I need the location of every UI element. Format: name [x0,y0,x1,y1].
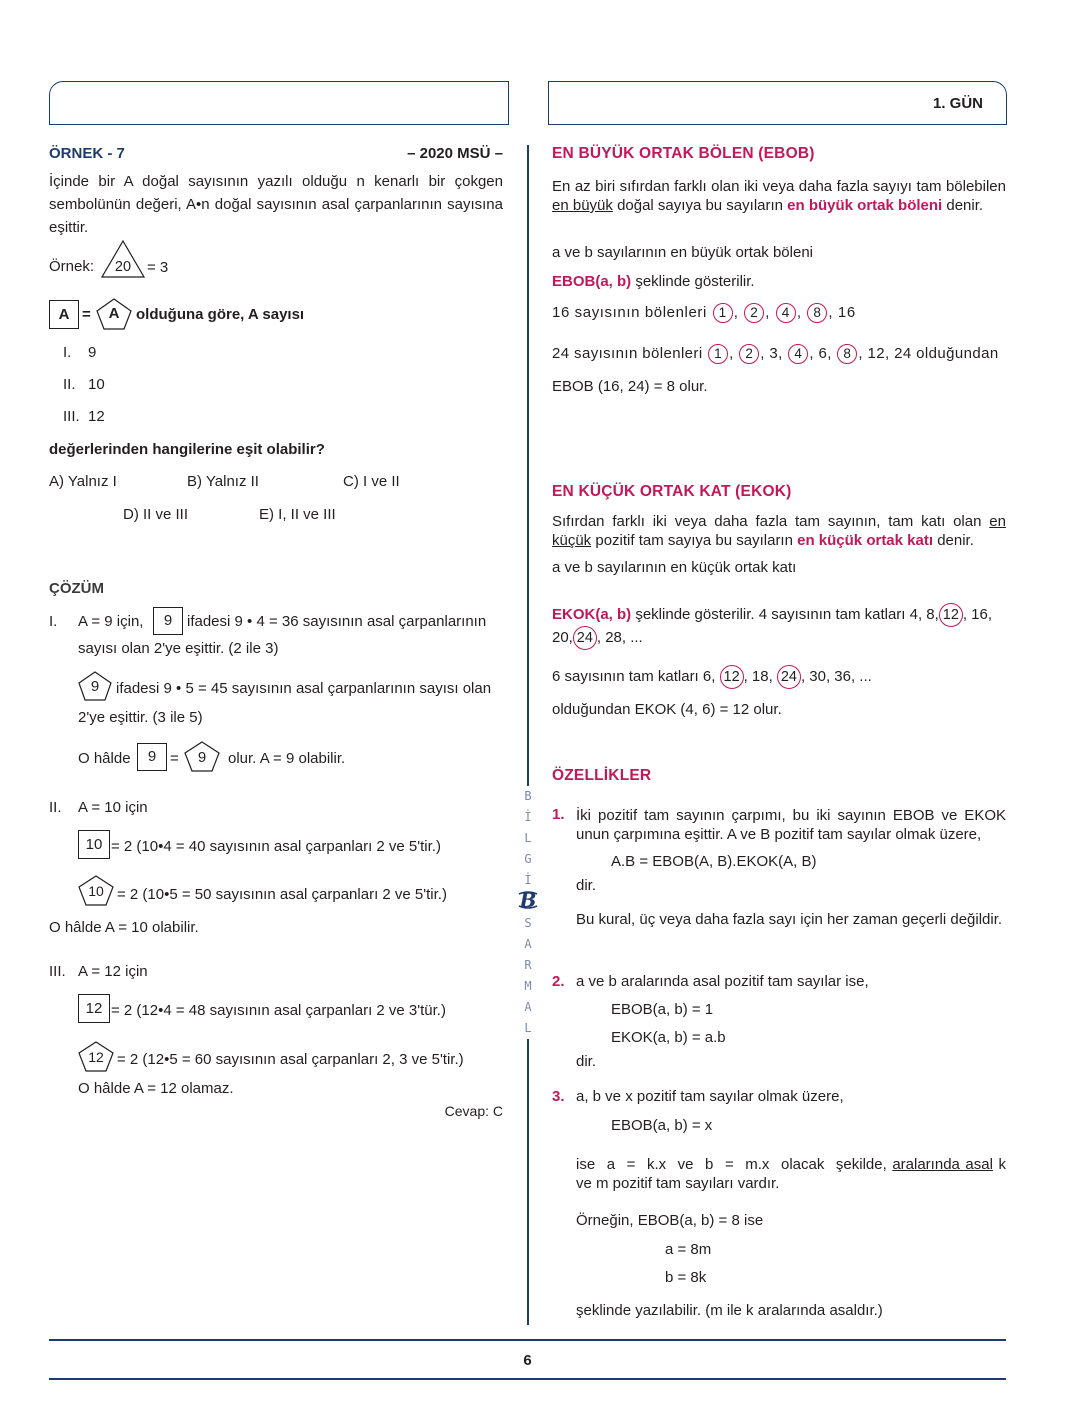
square-symbol: 10 [78,830,110,859]
circled-number: 4 [776,303,796,323]
header-box-left [49,81,509,125]
pentagon-value: 9 [197,749,207,766]
ebob-def-underline: en büyük [552,197,613,214]
column-divider [527,145,529,1325]
item-value: 12 [88,408,105,425]
sol-i-pre: A = 9 için, [78,613,144,630]
example-title: ÖRNEK - 7 [49,145,125,162]
spine-letter: L [524,831,532,845]
ekok-line4 [552,626,643,650]
sol-i-concl-eq: = [170,750,179,767]
spine-letter: A [524,937,532,951]
page-number: 6 [523,1352,532,1369]
ekok-line2: a ve b sayılarının en küçük ortak katı [552,559,797,576]
prop-2-formula: EBOB(a, b) = 1 [611,1001,714,1018]
choice-b: B) Yalnız II [187,473,259,490]
divisor-plain: 6, [818,344,832,362]
ekok-definition [552,512,1006,550]
divisors-16: 16 sayısının bölenleri 1 , 2 , 4 , 8 , 16 [552,303,856,323]
spine-letter: İ [524,873,532,887]
circled-number: 8 [807,303,827,323]
pentagon-value: 9 [90,678,100,695]
sol-iii-pre: A = 12 için [78,963,148,980]
ekok-notation: EKOK(a, b) [552,606,632,623]
svg-text:B: B [519,888,537,912]
spine-letters-bottom [515,913,541,1039]
footer-line-top [49,1339,1006,1341]
question-end: değerlerinden hangilerine eşit olabilir? [49,441,325,458]
sol-iii-concl: O hâlde A = 12 olamaz. [78,1080,234,1097]
ekok-line4-text: 20, [552,629,573,646]
ekok-def-highlight: en küçük ortak katı [797,532,934,549]
spine-letter: L [524,1021,532,1035]
ebob-notation: EBOB(a, b) [552,273,632,290]
circled-number: 8 [837,344,857,364]
sol-i-text: ifadesi 9 • 5 = 45 sayısının asal çarpanlarının sayısı olan [116,680,492,697]
circled-number: 1 [708,344,728,364]
pentagon-value: 12 [88,1049,104,1065]
prop-3-formula: EBOB(a, b) = x [611,1117,713,1134]
sol-ii-text: = 2 (10•4 = 40 sayısının asal çarpanları 2 ve 5'tir.) [111,838,441,855]
prop-3-example: Örneğin, EBOB(a, b) = 8 ise [576,1212,764,1229]
multiples-6 [552,665,872,689]
circled-number: 4 [788,344,808,364]
item-num: III. [63,408,80,425]
solution-title: ÇÖZÜM [49,580,104,597]
ebob-def-text: denir. [946,197,984,214]
ebob-line3-text: şeklinde gösterilir. [635,273,755,290]
spine-letter: R [524,958,532,972]
spine-letter: A [524,1000,532,1014]
square-symbol: 9 [153,607,183,635]
ebob-result: EBOB (16, 24) = 8 olur. [552,378,708,395]
props-title: ÖZELLİKLER [552,767,652,784]
sol-iii-text: = 2 (12•4 = 48 sayısının asal çarpanları 2 ve 3'tür.) [111,1002,446,1019]
divisors-24-rest: 12, 24 olduğundan [867,344,999,362]
prop-3-num: 3. [552,1088,565,1105]
choice-e: E) I, II ve III [259,506,336,523]
item-value: 9 [88,344,97,361]
sol-iii-text: = 2 (12•5 = 60 sayısının asal çarpanları 2, 3 ve 5'tir.) [117,1051,464,1068]
ornek-result: = 3 [147,259,169,276]
sol-i-concl-post: olur. A = 9 olabilir. [228,750,346,767]
prop-2-text: a ve b aralarında asal pozitif tam sayılar ise, [576,973,869,990]
ekok-title: EN KÜÇÜK ORTAK KAT (EKOK) [552,483,792,500]
circled-number: 2 [744,303,764,323]
spine-letter: B [524,789,532,803]
ekok-line3-text: şeklinde gösterilir. 4 sayısının tam katları 4, 8, [635,606,939,623]
divisors-24-label: 24 sayısının bölenleri [552,344,703,362]
sol-ii-pre: A = 10 için [78,799,148,816]
divisor-plain: 3, [769,344,783,362]
circled-number: 24 [573,626,597,650]
item-value: 10 [88,376,105,393]
question-equals: = [82,306,91,323]
ebob-title: EN BÜYÜK ORTAK BÖLEN (EBOB) [552,145,815,162]
prop-3-example-a: a = 8m [665,1241,712,1258]
sol-iii-num: III. [49,963,66,980]
prop-3-text: a, b ve x pozitif tam sayılar olmak üzere, [576,1088,844,1105]
prop-2-formula: EKOK(a, b) = a.b [611,1029,726,1046]
divisors-24: 24 sayısının bölenleri 1 , 2 , 3, 4 , 6, 8 , 12, 24 olduğundan [552,344,999,364]
square-symbol: A [49,300,79,329]
circled-number: 24 [777,665,801,689]
multiples-6-text: , 18, [743,668,773,685]
ekok-line3-text: , 16, [962,606,993,623]
example-source: – 2020 MSÜ – [407,145,503,162]
prop-3-text2 [576,1155,1006,1193]
circled-number: 1 [713,303,733,323]
prop-3-text2-underline: aralarında asal [892,1156,993,1173]
example-intro: İçinde bir A doğal sayısının yazılı olduğu n kenarlı bir çokgen sembolünün değeri, A•n doğal sayısının asal çarpanlarının sayısına eşittir. [49,173,503,236]
ekok-def-text: Sıfırdan farklı iki veya daha fazla tam sayının, tam katı olan [552,513,982,530]
triangle-value: 20 [114,259,132,275]
answer: Cevap: C [444,1103,503,1119]
divisors-16-label: 16 sayısının bölenleri [552,303,707,321]
spine-letter: İ [524,810,532,824]
ebob-line2: a ve b sayılarının en büyük ortak böleni [552,244,813,261]
circled-number: 2 [739,344,759,364]
ebob-definition [552,177,1006,215]
spine-letter: M [524,979,532,993]
square-symbol: 9 [137,743,167,771]
circled-number: 12 [939,603,963,627]
ornek-label: Örnek: [49,258,95,275]
sol-i-concl-pre: O hâlde [78,750,131,767]
choice-c: C) I ve II [343,473,400,490]
pentagon-value: 10 [88,883,104,899]
prop-3-end: şeklinde yazılabilir. (m ile k aralarında asaldır.) [576,1302,883,1319]
item-num: II. [63,376,76,393]
sol-i-text: 2'ye eşittir. (3 ile 5) [78,709,203,726]
sol-ii-num: II. [49,799,62,816]
choice-d: D) II ve III [123,506,189,523]
spine-letter: S [524,916,532,930]
ekok-result: olduğundan EKOK (4, 6) = 12 olur. [552,701,782,718]
multiples-6-text: 6 sayısının tam katları 6, [552,668,716,685]
prop-2-num: 2. [552,973,565,990]
prop-2-dir: dir. [576,1053,597,1070]
prop-3-text2-b: k ve m pozitif tam sayıları vardır. [576,1156,1007,1192]
choice-a: A) Yalnız I [49,473,117,490]
sol-i-text: ifadesi 9 • 4 = 36 sayısının asal çarpanlarının [187,613,487,630]
ekok-def-underline: en küçük [552,513,1006,549]
prop-3-text2-a: ise a = k.x ve b = m.x olacak şekilde, [576,1156,887,1173]
day-label: 1. GÜN [932,95,983,112]
prop-3-example-b: b = 8k [665,1269,707,1286]
ekok-def-text: denir. [937,532,974,549]
ebob-line3 [552,273,755,290]
prop-1-text: İki pozitif tam sayının çarpımı, bu iki sayının EBOB ve EKOK unun çarpımına eşittir. A ve B pozitif tam sayılar olmak üzere, [576,807,1006,843]
ebob-def-text: doğal sayıya bu sayıların [617,197,783,214]
sol-i-num: I. [49,613,58,630]
question-text: olduğuna göre, A sayısı [136,306,305,323]
prop-1-formula: A.B = EBOB(A, B).EKOK(A, B) [611,853,817,870]
header-box-right [548,81,1007,125]
ebob-def-text: En az biri sıfırdan farklı olan iki veya daha fazla sayıyı tam bölebilen [552,178,1006,195]
pentagon-value: A [108,305,120,322]
item-num: I. [63,344,72,361]
sol-i-text: sayısı olan 2'ye eşittir. (2 ile 3) [78,640,279,657]
divisors-16-rest: 16 [837,303,856,321]
square-symbol: 12 [78,994,110,1023]
footer-line-bottom [49,1378,1006,1380]
multiples-6-text: , 30, 36, ... [800,668,872,685]
publisher-logo [515,887,541,913]
spine-letter: G [524,852,532,866]
ekok-def-text: pozitif tam sayıya bu sayıların [595,532,793,549]
circled-number: 12 [720,665,744,689]
spine-letters-top [515,786,541,891]
ebob-def-highlight: en büyük ortak böleni [787,197,943,214]
prop-1-note: Bu kural, üç veya daha fazla sayı için her zaman geçerli değildir. [576,911,1003,928]
prop-1-dir: dir. [576,877,597,894]
sol-ii-text: = 2 (10•5 = 50 sayısının asal çarpanları 2 ve 5'tir.) [117,886,447,903]
ekok-line4-text: , 28, ... [596,629,643,646]
prop-1-num: 1. [552,806,565,823]
sol-ii-concl: O hâlde A = 10 olabilir. [49,919,199,936]
